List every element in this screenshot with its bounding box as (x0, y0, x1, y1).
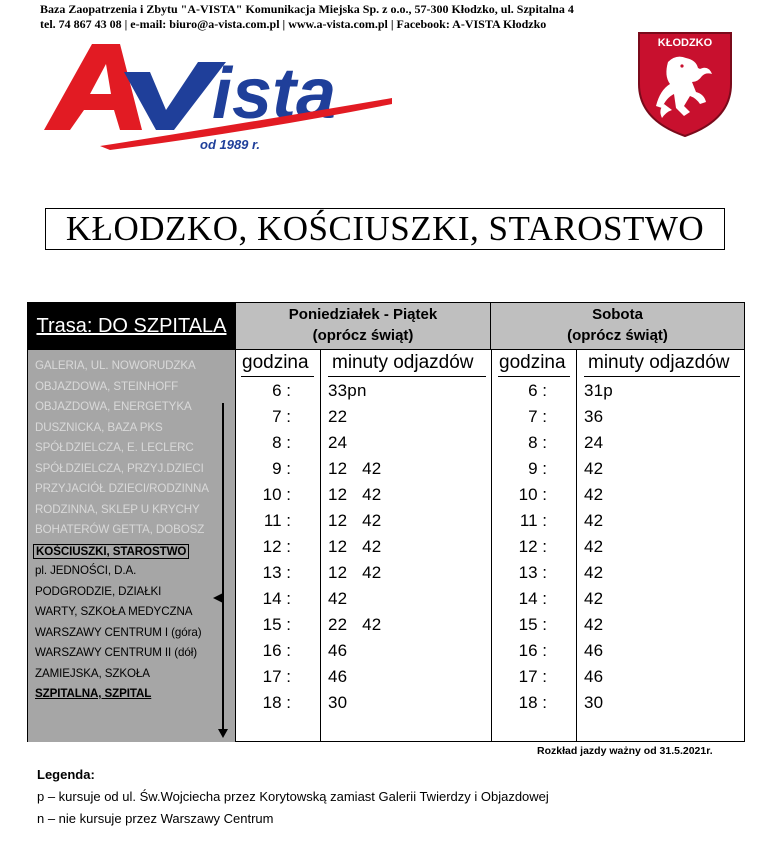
legend-item-n: n – nie kursuje przez Warszawy Centrum (37, 811, 274, 826)
weekday-hour: 7 : (272, 407, 291, 426)
saturday-minutes: 42 (584, 537, 604, 556)
crest-label: KŁODZKO (657, 37, 713, 49)
weekday-hour: 10 : (262, 485, 291, 504)
header-underline (328, 376, 486, 377)
saturday-header (491, 303, 744, 349)
klodzko-crest (636, 30, 734, 138)
saturday-hour: 14 : (518, 589, 547, 608)
column-divider (576, 349, 577, 742)
saturday-hour: 16 : (518, 641, 547, 660)
header-underline (241, 376, 314, 377)
weekday-subtitle: (oprócz świąt) (312, 327, 414, 344)
weekday-minutes: 46 (328, 641, 348, 660)
route-stop: DUSZNICKA, BAZA PKS (35, 420, 163, 434)
saturday-hour: 8 : (528, 433, 547, 452)
route-stop: pl. JEDNOŚCI, D.A. (35, 564, 137, 577)
weekday-hour: 11 : (263, 511, 291, 530)
weekday-hour: 12 : (262, 537, 291, 556)
saturday-hour: 17 : (518, 667, 547, 686)
weekday-minutes: 12 42 (328, 459, 382, 478)
route-stop: SPÓŁDZIELCZA, E. LECLERC (35, 441, 194, 454)
route-stop: OBJAZDOWA, STEINHOFF (35, 379, 179, 393)
saturday-hour: 18 : (518, 693, 547, 712)
weekday-minutes: 12 42 (328, 563, 382, 582)
header-divider (28, 349, 744, 350)
validity-note: Rozkład jazdy ważny od 31.5.2021r. (537, 745, 713, 757)
route-stop: OBJAZDOWA, ENERGETYKA (35, 400, 192, 413)
arrow-down-icon (218, 729, 228, 738)
saturday-minutes: 46 (584, 667, 604, 686)
saturday-hour: 9 : (528, 459, 547, 478)
svg-text:ista: ista (212, 54, 337, 134)
weekday-hour-header: godzina (242, 352, 309, 373)
saturday-title: Sobota (592, 306, 643, 323)
route-stop-list (28, 349, 235, 742)
weekday-minutes: 24 (328, 433, 348, 452)
saturday-minutes: 42 (584, 589, 604, 608)
saturday-hour: 15 : (518, 615, 547, 634)
route-direction-line (222, 403, 224, 733)
weekday-hour: 8 : (272, 433, 291, 452)
saturday-minutes: 36 (584, 407, 604, 426)
route-stop-terminus: SZPITALNA, SZPITAL (35, 687, 152, 700)
route-stop: ZAMIEJSKA, SZKOŁA (35, 666, 150, 680)
route-stop: PODGRODZIE, DZIAŁKI (35, 584, 162, 598)
saturday-minutes: 30 (584, 693, 604, 712)
route-stop: WARSZAWY CENTRUM I (góra) (35, 625, 202, 639)
route-stop: GALERIA, UL. NOWORUDZKA (35, 359, 196, 372)
route-header (28, 303, 235, 349)
weekday-minutes: 42 (328, 589, 348, 608)
route-stop: WARSZAWY CENTRUM II (dół) (35, 646, 197, 659)
legend-item-p: p – kursuje od ul. Św.Wojciecha przez Korytowską zamiast Galerii Twierdzy i Objazdowej (37, 789, 549, 804)
route-label: Trasa: DO SZPITALA (36, 314, 227, 337)
route-stop: PRZYJACIÓŁ DZIECI/RODZINNA (35, 482, 209, 495)
saturday-hour: 7 : (528, 407, 547, 426)
weekday-minutes: 22 42 (328, 615, 382, 634)
saturday-hour: 12 : (518, 537, 547, 556)
saturday-minutes: 24 (584, 433, 604, 452)
saturday-minutes: 42 (584, 511, 604, 530)
saturday-minutes: 42 (584, 563, 604, 582)
weekday-minutes: 30 (328, 693, 348, 712)
header-underline (498, 376, 570, 377)
saturday-hour: 13 : (518, 563, 547, 582)
weekday-header (235, 303, 491, 349)
weekday-minutes: 33pn (328, 381, 367, 400)
route-stop: WARTY, SZKOŁA MEDYCZNA (35, 605, 193, 618)
saturday-minutes: 42 (584, 615, 604, 634)
weekday-hour: 16 : (262, 641, 291, 660)
saturday-hour: 10 : (518, 485, 547, 504)
route-stop-current: KOŚCIUSZKI, STAROSTWO (33, 544, 189, 559)
weekday-hour: 13 : (262, 563, 291, 582)
header-underline (584, 376, 740, 377)
saturday-minutes-header: minuty odjazdów (588, 352, 730, 373)
route-stop: BOHATERÓW GETTA, DOBOSZ (35, 523, 205, 536)
header-contact-line: tel. 74 867 43 08 | e-mail: biuro@a-vista.com.pl | www.a-vista.com.pl | Facebook: A-VISTA Kłodzko (40, 17, 547, 31)
a-vista-logo (40, 38, 396, 155)
weekday-minutes: 46 (328, 667, 348, 686)
arrow-left-icon (213, 593, 223, 603)
weekday-minutes: 12 42 (328, 537, 382, 556)
weekday-hour: 15 : (262, 615, 291, 634)
weekday-hour: 14 : (262, 589, 291, 608)
route-stop: SPÓŁDZIELCZA, PRZYJ.DZIECI (35, 461, 204, 475)
weekday-hour: 17 : (262, 667, 291, 686)
weekday-minutes: 12 42 (328, 485, 382, 504)
weekday-minutes: 12 42 (328, 511, 382, 530)
saturday-minutes: 31p (584, 381, 613, 400)
weekday-hour: 6 : (272, 381, 291, 400)
logo-since-text: od 1989 r. (200, 137, 260, 152)
saturday-hour-header: godzina (499, 352, 566, 373)
weekday-minutes: 22 (328, 407, 348, 426)
weekday-hour: 9 : (272, 459, 291, 478)
saturday-minutes: 42 (584, 485, 604, 504)
saturday-minutes: 42 (584, 459, 604, 478)
page-title: KŁODZKO, KOŚCIUSZKI, STAROSTWO (45, 208, 725, 250)
legend-title: Legenda: (37, 767, 95, 782)
weekday-minutes-header: minuty odjazdów (332, 352, 474, 373)
saturday-minutes: 46 (584, 641, 604, 660)
route-stop: RODZINNA, SKLEP U KRYCHY (35, 502, 200, 516)
saturday-subtitle: (oprócz świąt) (567, 327, 668, 344)
header-company-line: Baza Zaopatrzenia i Zbytu "A-VISTA" Komunikacja Miejska Sp. z o.o., 57-300 Kłodzko, ul. Szpitalna 4 (40, 2, 574, 16)
weekday-title: Poniedziałek - Piątek (288, 306, 438, 323)
column-divider (320, 349, 321, 742)
timetable (27, 302, 745, 742)
weekday-hour: 18 : (262, 693, 291, 712)
saturday-hour: 11 : (519, 511, 547, 530)
saturday-hour: 6 : (528, 381, 547, 400)
